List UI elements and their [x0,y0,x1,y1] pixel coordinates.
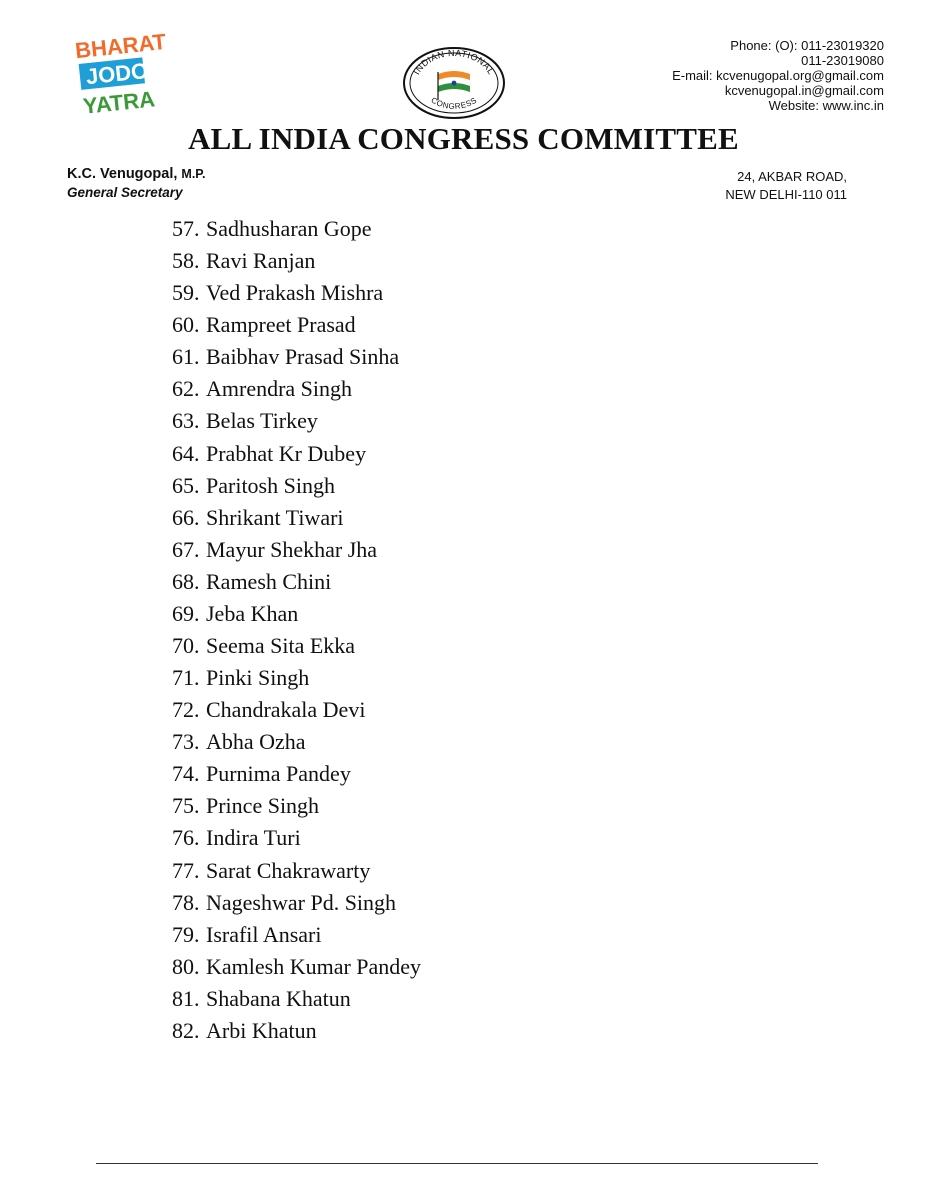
inc-seal-logo [402,46,506,120]
seal-top-text: INDIAN NATIONAL [411,47,497,77]
list-item [172,855,421,887]
footer-divider [96,1163,818,1164]
list-item [172,277,421,309]
list-item [172,758,421,790]
list-item-number: 68. [172,568,200,594]
list-item-number: 80. [172,953,200,979]
list-item-number: 62. [172,376,200,402]
list-item [172,405,421,437]
list-item-number: 60. [172,312,200,338]
list-item-number: 65. [172,472,200,498]
list-item-name: Mayur Shekhar Jha [206,536,378,562]
list-item-name: Sarat Chakrawarty [206,857,371,883]
list-item-name: Jeba Khan [206,600,299,626]
list-item [172,726,421,758]
list-item [172,662,421,694]
sender-suffix: M.P. [181,167,206,181]
list-item-number: 67. [172,536,200,562]
contact-block [672,38,884,113]
address-line-2: NEW DELHI-110 011 [725,187,847,202]
list-item-number: 82. [172,1017,200,1043]
list-item-number: 72. [172,697,200,723]
list-item [172,245,421,277]
list-item [172,470,421,502]
list-item-number: 73. [172,729,200,755]
list-item-name: Rampreet Prasad [206,312,356,338]
website-line: Website: www.inc.in [768,98,884,113]
list-item [172,790,421,822]
list-item [172,566,421,598]
list-item-name: Shrikant Tiwari [206,504,344,530]
list-item-name: Sadhusharan Gope [206,216,372,241]
list-item [172,919,421,951]
sender-name: K.C. Venugopal, [67,166,178,182]
list-item-name: Indira Turi [206,825,301,851]
list-item [172,598,421,630]
list-item-number: 63. [172,408,200,434]
list-item [172,373,421,405]
list-item-number: 71. [172,665,200,691]
list-item-name: Ramesh Chini [206,568,332,594]
list-item-number: 59. [172,280,200,306]
list-item-name: Belas Tirkey [206,408,318,434]
list-item-number: 78. [172,889,200,915]
bjy-word-bharat: BHARAT [73,28,168,64]
list-item-name: Shabana Khatun [206,985,351,1011]
sender-name-line [67,165,206,184]
list-item [172,951,421,983]
list-item-number: 64. [172,440,200,466]
email-line-1: E-mail: kcvenugopal.org@gmail.com [672,68,884,83]
list-item-name: Ravi Ranjan [206,248,316,274]
list-item-name: Amrendra Singh [206,376,353,402]
letterhead-title: ALL INDIA CONGRESS COMMITTEE [188,121,739,156]
list-item [172,983,421,1015]
address-line-1: 24, AKBAR ROAD, [737,169,847,184]
list-item-name: Purnima Pandey [206,761,351,787]
list-item [172,534,421,566]
bharat-jodo-yatra-logo [73,28,168,120]
list-item-number: 81. [172,985,200,1011]
list-item-name: Abha Ozha [206,729,306,755]
list-item-number: 76. [172,825,200,851]
list-item-name: Prabhat Kr Dubey [206,440,367,466]
list-item-name: Ved Prakash Mishra [206,280,384,306]
list-item-number: 70. [172,633,200,659]
list-item [172,887,421,919]
list-item-name: Baibhav Prasad Sinha [206,344,400,370]
list-item-number: 74. [172,761,200,787]
list-item-number: 66. [172,504,200,530]
list-item-name: Chandrakala Devi [206,697,366,723]
list-item-number: 61. [172,344,200,370]
seal-bottom-text: CONGRESS [429,95,479,111]
list-item [172,502,421,534]
list-item [172,694,421,726]
list-item-number: 58. [172,248,200,274]
list-item [172,213,421,245]
names-list [172,213,421,1047]
list-item [172,438,421,470]
list-item-number: 75. [172,793,200,819]
phone-line-1: Phone: (O): 011-23019320 [730,38,884,53]
list-item-name: Nageshwar Pd. Singh [206,889,397,915]
list-item [172,822,421,854]
list-item-number: 79. [172,921,200,947]
list-item-name: Paritosh Singh [206,472,335,498]
list-item [172,1015,421,1047]
email-line-2: kcvenugopal.in@gmail.com [724,83,884,98]
list-item-name: Kamlesh Kumar Pandey [206,953,422,979]
bjy-word-yatra: YATRA [81,86,157,119]
list-item-name: Israfil Ansari [206,921,322,947]
list-item [172,630,421,662]
list-item [172,341,421,373]
bjy-word-jodo: JODO [84,57,150,90]
phone-line-2: 011-23019080 [801,53,884,68]
list-item-number: 77. [172,857,200,883]
sender-role: General Secretary [67,185,183,200]
list-item-name: Seema Sita Ekka [206,633,356,659]
list-item-number: 57. [172,216,200,241]
list-item-name: Prince Singh [206,793,320,819]
list-item-name: Arbi Khatun [206,1017,317,1043]
list-item-number: 69. [172,600,200,626]
list-item [172,309,421,341]
sender-block [67,165,206,202]
address-block [725,168,847,204]
list-item-name: Pinki Singh [206,665,310,691]
